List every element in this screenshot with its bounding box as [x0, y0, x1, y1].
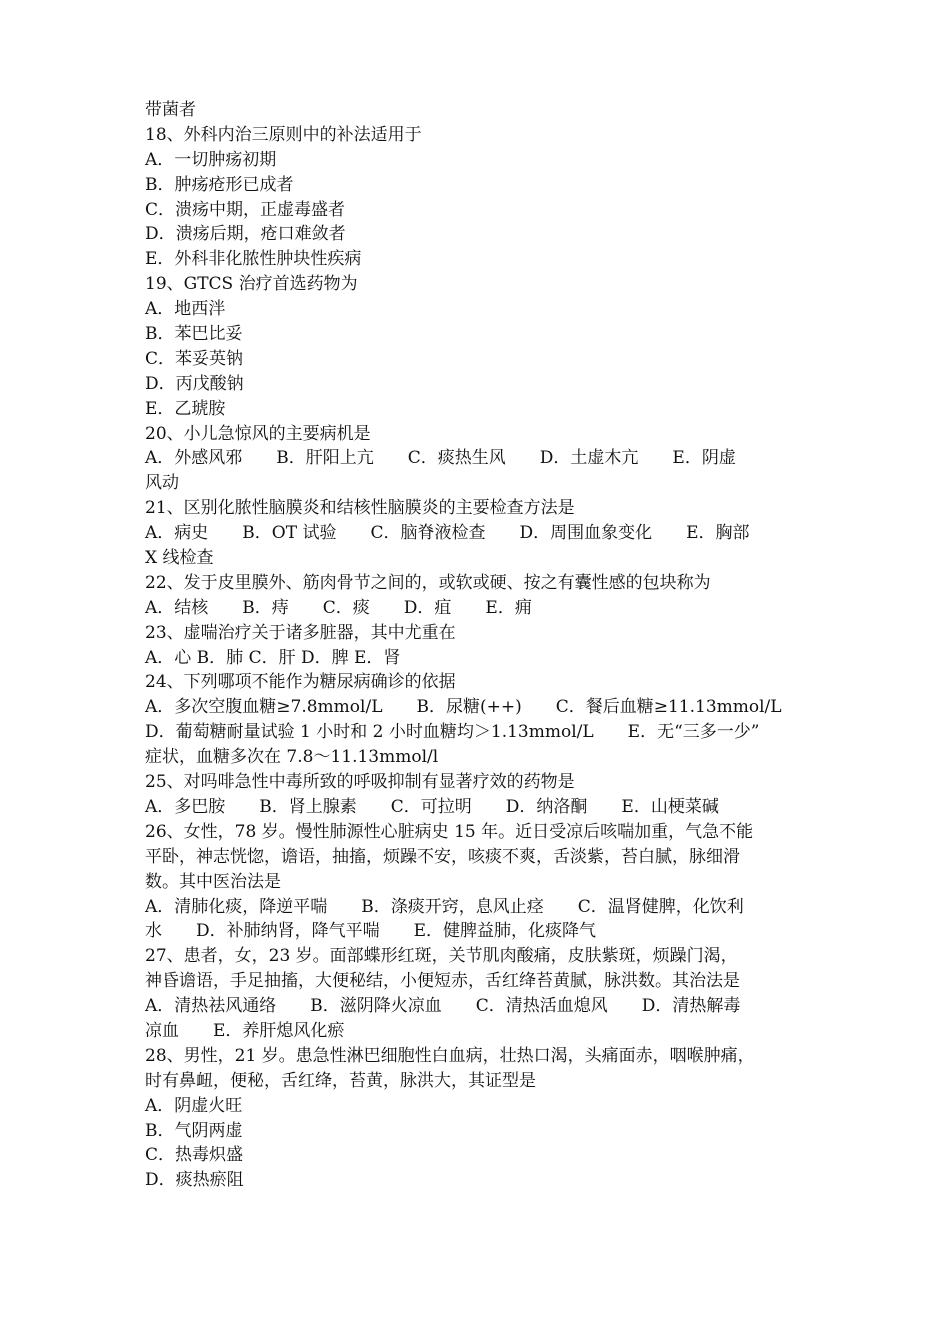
text-line: 21、区别化脓性脑膜炎和结核性脑膜炎的主要检查方法是	[145, 498, 575, 519]
text-line: 27、患者，女，23 岁。面部蝶形红斑，关节肌肉酸痛，皮肤紫斑，烦躁门渴，	[145, 946, 738, 967]
text-line: 28、男性，21 岁。患急性淋巴细胞性白血病，壮热口渴，头痛面赤，咽喉肿痛，	[145, 1045, 755, 1066]
text-line: 凉血 E．养肝熄风化瘀	[145, 1020, 345, 1041]
text-line: D．痰热瘀阻	[145, 1170, 244, 1191]
text-line: 数。其中医治法是	[145, 871, 281, 892]
text-line: C．溃疡中期，正虚毒盛者	[145, 199, 346, 220]
text-line: 平卧，神志恍惚，谵语，抽搐，烦躁不安，咳痰不爽，舌淡紫，苔白腻，脉细滑	[145, 846, 740, 867]
text-line: 水 D．补肺纳肾，降气平喘 E．健脾益肺，化痰降气	[145, 921, 597, 942]
text-line: 23、虚喘治疗关于诸多脏器，其中尤重在	[145, 622, 456, 643]
text-line: 24、下列哪项不能作为糖尿病确诊的依据	[145, 672, 456, 693]
text-line: E．乙琥胺	[145, 398, 226, 419]
text-line: A．多巴胺 B．肾上腺素 C．可拉明 D．纳洛酮 E．山梗菜碱	[145, 796, 719, 817]
text-line: 时有鼻衄，便秘，舌红绛，苔黄，脉洪大，其证型是	[145, 1070, 536, 1091]
text-line: B．肿疡疮形已成者	[145, 174, 294, 195]
text-line: C．热毒炽盛	[145, 1145, 244, 1166]
text-line: 25、对吗啡急性中毒所致的呼吸抑制有显著疗效的药物是	[145, 772, 575, 793]
text-line: A．外感风邪 B．肝阳上亢 C．痰热生风 D．土虚木亢 E．阴虚	[145, 448, 736, 469]
text-line: B．气阴两虚	[145, 1120, 243, 1141]
text-line: A．清肺化痰，降逆平喘 B．涤痰开窍，息风止痉 C．温肾健脾，化饮利	[145, 896, 744, 917]
text-line: X 线检查	[145, 548, 214, 569]
text-line: 20、小儿急惊风的主要病机是	[145, 423, 371, 444]
text-line: A．心 B．肺 C．肝 D．脾 E．肾	[145, 647, 401, 668]
text-line: A．清热祛风通络 B．滋阴降火凉血 C．清热活血熄风 D．清热解毒	[145, 996, 741, 1017]
text-line: D．溃疡后期，疮口难敛者	[145, 224, 346, 245]
text-line: A．多次空腹血糖≥7.8mmol/L B．尿糖(++) C．餐后血糖≥11.13mmol/L	[145, 697, 782, 718]
text-line: 26、女性，78 岁。慢性肺源性心脏病史 15 年。近日受凉后咳喘加重，气急不能	[145, 821, 754, 842]
document-body	[145, 98, 815, 1193]
text-line: 症状，血糖多次在 7.8～11.13mmol/l	[145, 747, 439, 768]
text-line: A．地西泮	[145, 299, 226, 320]
text-line: C．苯妥英钠	[145, 348, 244, 369]
text-line: 风动	[145, 473, 179, 494]
text-line: E．外科非化脓性肿块性疾病	[145, 249, 362, 270]
text-line: B．苯巴比妥	[145, 324, 243, 345]
text-line: 神昏谵语，手足抽搐，大便秘结，小便短赤，舌红绛苔黄腻，脉洪数。其治法是	[145, 971, 740, 992]
text-line: D．葡萄糖耐量试验 1 小时和 2 小时血糖均＞1.13mmol/L E．无“三多一少”	[145, 722, 760, 743]
text-line: 22、发于皮里膜外、筋肉骨节之间的，或软或硬、按之有囊性感的包块称为	[145, 572, 711, 593]
text-line: 19、GTCS 治疗首选药物为	[145, 274, 358, 295]
text-line: A．阴虚火旺	[145, 1095, 243, 1116]
text-line: A．结核 B．痔 C．痰 D．疽 E．痈	[145, 597, 532, 618]
text-line: A．病史 B．OT 试验 C．脑脊液检查 D．周围血象变化 E．胸部	[145, 523, 750, 544]
text-line: 18、外科内治三原则中的补法适用于	[145, 124, 422, 145]
text-line: 带菌者	[145, 100, 196, 120]
text-line: A．一切肿疡初期	[145, 149, 277, 170]
text-line: D．丙戊酸钠	[145, 373, 244, 394]
